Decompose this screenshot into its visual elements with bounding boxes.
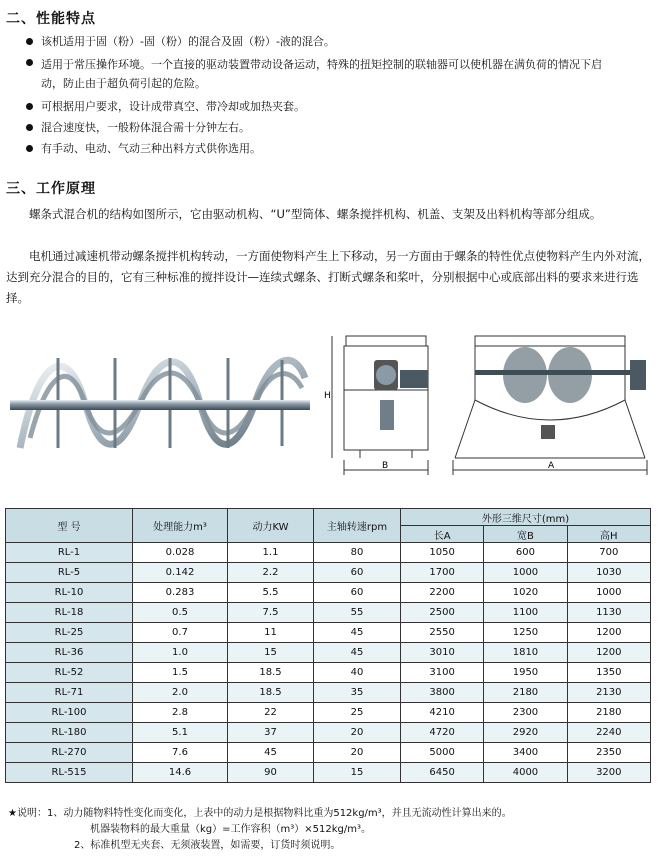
table-row <box>6 703 651 723</box>
bullet-text: 适用于常压操作环境。一个直接的驱动装置带动设备运动，特殊的扭矩控制的联轴器可以使机器在满负荷的情况下启动，防止由于超负荷引起的危险。 <box>41 58 602 90</box>
table-cell: 2200 <box>401 583 484 603</box>
table-cell: 5000 <box>401 743 484 763</box>
table-cell: 2550 <box>401 623 484 643</box>
table-cell: 4720 <box>401 723 484 743</box>
table-cell: 1350 <box>567 663 650 683</box>
bullet-icon <box>26 124 33 131</box>
table-cell: 2500 <box>401 603 484 623</box>
table-cell: 4210 <box>401 703 484 723</box>
side-view-drawing <box>320 330 440 480</box>
table-cell: RL-18 <box>6 603 133 623</box>
table-cell: 90 <box>228 763 314 783</box>
note-line-3: 2、标准机型无夹套、无须液装置，如需要，订货时须说明。 <box>74 840 341 851</box>
table-cell: 3010 <box>401 643 484 663</box>
table-cell: RL-1 <box>6 543 133 563</box>
ribbon-agitator-illustration <box>10 338 310 468</box>
table-cell: 7.5 <box>228 603 314 623</box>
list-item <box>22 99 642 114</box>
table-cell: 1000 <box>484 563 567 583</box>
table-cell: 20 <box>314 743 401 763</box>
table-cell: 2.0 <box>133 683 228 703</box>
table-cell: 1100 <box>484 603 567 623</box>
bullet-icon <box>26 103 33 110</box>
header-dimensions: 外形三维尺寸(mm) <box>401 509 651 526</box>
dim-label-b: B <box>382 461 389 471</box>
table-cell: 37 <box>228 723 314 743</box>
header-speed: 主轴转速rpm <box>314 509 401 543</box>
table-cell: 1200 <box>567 623 650 643</box>
bullet-icon <box>26 38 33 45</box>
table-cell: 1700 <box>401 563 484 583</box>
table-cell: 35 <box>314 683 401 703</box>
header-height: 高H <box>567 526 650 543</box>
section-title-features: 二、性能特点 <box>6 11 96 27</box>
table-cell: 45 <box>314 623 401 643</box>
table-row <box>6 583 651 603</box>
table-cell: 1810 <box>484 643 567 663</box>
table-cell: 80 <box>314 543 401 563</box>
table-row <box>6 623 651 643</box>
table-cell: 20 <box>314 723 401 743</box>
table-cell: 1200 <box>567 643 650 663</box>
table-cell: 2240 <box>567 723 650 743</box>
table-cell: 0.5 <box>133 603 228 623</box>
table-cell: RL-515 <box>6 763 133 783</box>
table-cell: RL-36 <box>6 643 133 663</box>
notes <box>8 806 512 854</box>
table-cell: 60 <box>314 583 401 603</box>
table-cell: 0.7 <box>133 623 228 643</box>
table-row <box>6 683 651 703</box>
features-list <box>22 34 642 162</box>
table-cell: 700 <box>567 543 650 563</box>
bullet-icon <box>26 145 33 152</box>
table-cell: 2180 <box>484 683 567 703</box>
list-item <box>22 141 642 156</box>
table-cell: 2920 <box>484 723 567 743</box>
table-row <box>6 563 651 583</box>
table-cell: 3100 <box>401 663 484 683</box>
table-row <box>6 723 651 743</box>
table-cell: 1050 <box>401 543 484 563</box>
table-cell: 22 <box>228 703 314 723</box>
list-item <box>22 55 612 93</box>
header-power: 动力KW <box>228 509 314 543</box>
table-cell: RL-100 <box>6 703 133 723</box>
header-length: 长A <box>401 526 484 543</box>
spec-table <box>5 508 651 783</box>
table-cell: 40 <box>314 663 401 683</box>
table-row <box>6 543 651 563</box>
table-cell: 60 <box>314 563 401 583</box>
table-row <box>6 743 651 763</box>
note-line-1: ★说明：1、动力随物料特性变化而变化，上表中的动力是根据物料比重为512kg/m³，并且无流动性计算出来的。 <box>8 808 512 819</box>
table-cell: 18.5 <box>228 663 314 683</box>
table-cell: 1020 <box>484 583 567 603</box>
front-view-drawing <box>445 330 655 480</box>
table-cell: 1.5 <box>133 663 228 683</box>
list-item <box>22 34 642 49</box>
table-cell: 2180 <box>567 703 650 723</box>
table-cell: 45 <box>314 643 401 663</box>
bullet-text: 混合速度快，一般粉体混合需十分钟左右。 <box>41 121 250 134</box>
table-cell: 1000 <box>567 583 650 603</box>
table-cell: RL-180 <box>6 723 133 743</box>
principle-paragraph-1: 螺条式混合机的结构如图所示，它由驱动机构、“U”型筒体、螺条搅拌机构、机盖、支架及出料机构等部分组成。 <box>29 207 602 221</box>
table-cell: 1.0 <box>133 643 228 663</box>
table-cell: 18.5 <box>228 683 314 703</box>
table-cell: 15 <box>228 643 314 663</box>
table-cell: 25 <box>314 703 401 723</box>
table-cell: 5.5 <box>228 583 314 603</box>
table-cell: 3400 <box>484 743 567 763</box>
table-cell: 2.8 <box>133 703 228 723</box>
table-cell: 1.1 <box>228 543 314 563</box>
table-cell: 0.142 <box>133 563 228 583</box>
dim-label-h: H <box>324 391 331 401</box>
table-cell: 1130 <box>567 603 650 623</box>
table-cell: 600 <box>484 543 567 563</box>
table-cell: 11 <box>228 623 314 643</box>
note-line-2: 机器装物料的最大重量（kg）=工作容积（m³）×512kg/m³。 <box>90 824 371 835</box>
shaft <box>10 400 310 410</box>
table-cell: 14.6 <box>133 763 228 783</box>
bullet-text: 该机适用于固（粉）-固（粉）的混合及固（粉）-液的混合。 <box>41 35 335 48</box>
table-cell: 2.2 <box>228 563 314 583</box>
table-row <box>6 643 651 663</box>
table-cell: 45 <box>228 743 314 763</box>
table-row <box>6 603 651 623</box>
bullet-icon <box>26 59 33 66</box>
table-cell: 1250 <box>484 623 567 643</box>
table-cell: 2300 <box>484 703 567 723</box>
bullet-text: 有手动、电动、气动三种出料方式供你选用。 <box>41 142 261 155</box>
bullet-text: 可根据用户要求，设计成带真空、带冷却或加热夹套。 <box>41 100 305 113</box>
header-width: 宽B <box>484 526 567 543</box>
table-cell: 7.6 <box>133 743 228 763</box>
table-cell: 4000 <box>484 763 567 783</box>
table-cell: RL-71 <box>6 683 133 703</box>
table-cell: 15 <box>314 763 401 783</box>
table-cell: 1030 <box>567 563 650 583</box>
table-cell: 0.028 <box>133 543 228 563</box>
header-model: 型 号 <box>6 509 133 543</box>
section-title-principle: 三、工作原理 <box>6 181 96 197</box>
table-cell: 1950 <box>484 663 567 683</box>
table-cell: RL-5 <box>6 563 133 583</box>
table-cell: 6450 <box>401 763 484 783</box>
table-cell: RL-25 <box>6 623 133 643</box>
table-row <box>6 663 651 683</box>
table-cell: 2130 <box>567 683 650 703</box>
principle-paragraph-2: 电机通过减速机带动螺条搅拌机构转动，一方面使物料产生上下移动，另一方面由于螺条的特性优点使物料产生内外对流，达到充分混合的目的，它有三种标准的搅拌设计—连续式螺条、打断式螺条和桨叶，分别根据中心或底部出料的要求来进行选择。 <box>6 249 650 305</box>
table-cell: 2350 <box>567 743 650 763</box>
table-cell: RL-52 <box>6 663 133 683</box>
dim-label-a: A <box>548 461 555 471</box>
table-row <box>6 763 651 783</box>
table-cell: 3200 <box>567 763 650 783</box>
header-capacity: 处理能力m³ <box>133 509 228 543</box>
table-cell: 55 <box>314 603 401 623</box>
table-cell: RL-10 <box>6 583 133 603</box>
table-cell: 0.283 <box>133 583 228 603</box>
table-cell: 3800 <box>401 683 484 703</box>
table-cell: 5.1 <box>133 723 228 743</box>
list-item <box>22 120 642 135</box>
table-cell: RL-270 <box>6 743 133 763</box>
